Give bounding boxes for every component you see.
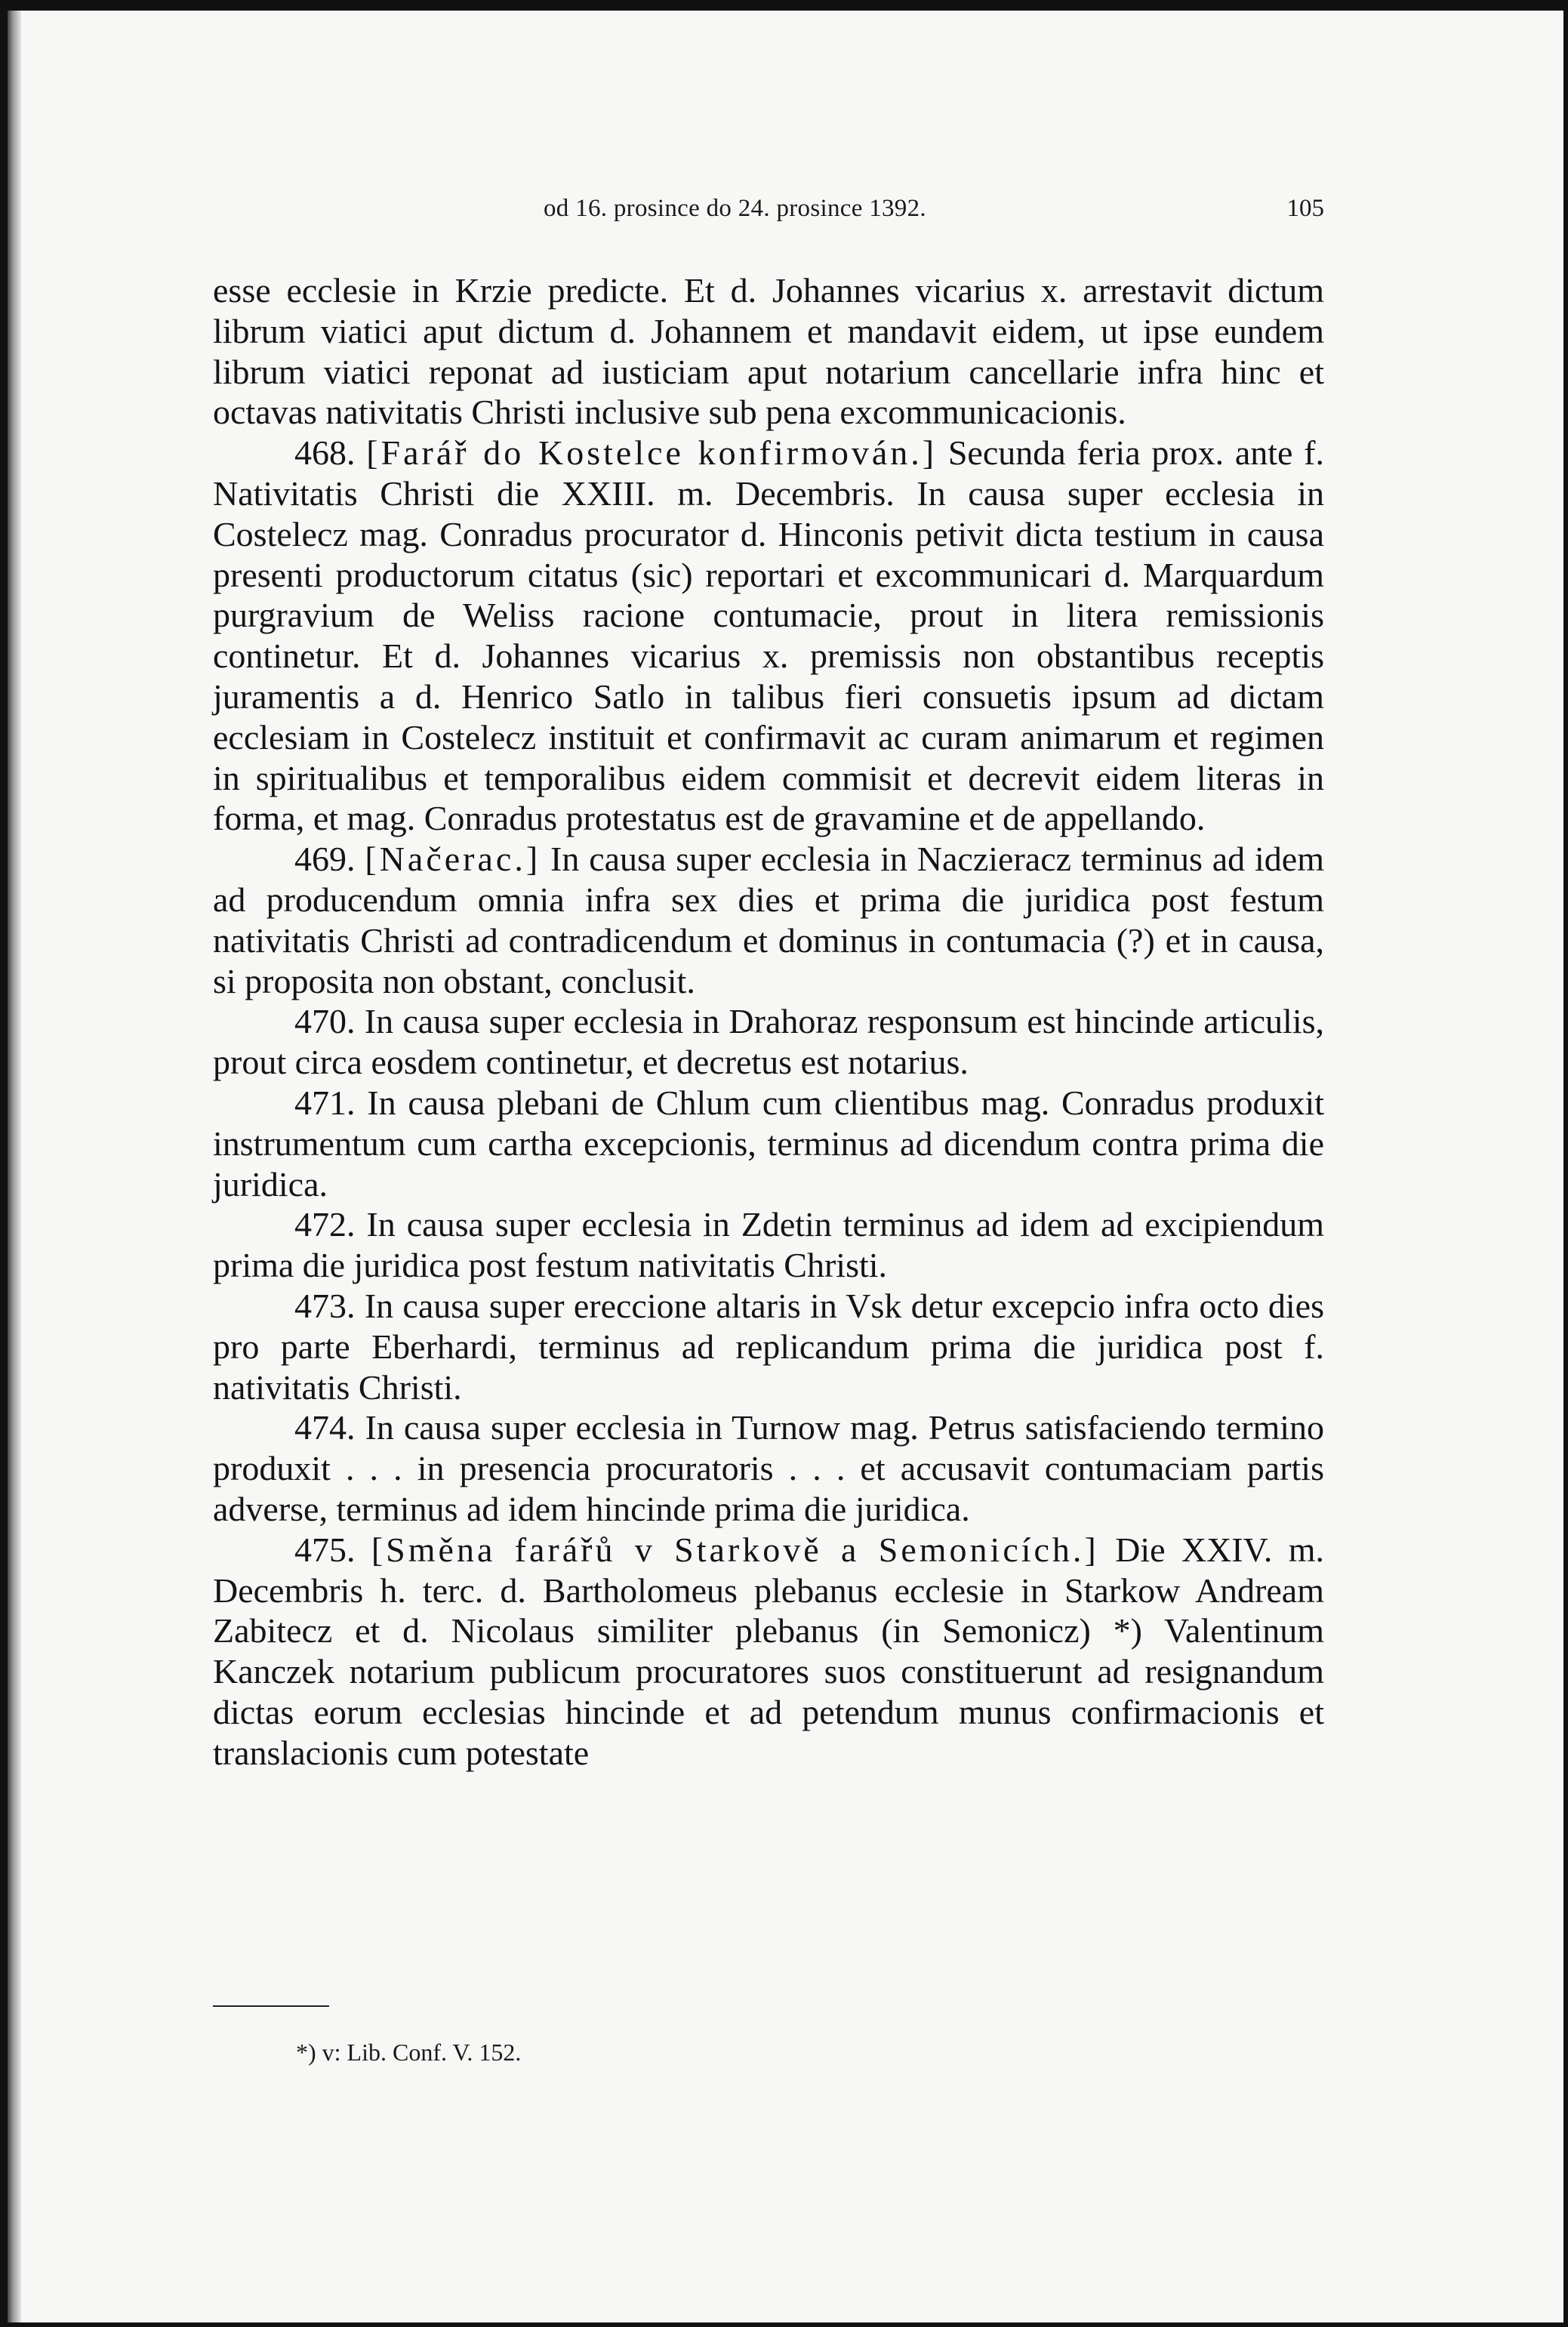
entry-heading: [Směna farářů v Starkově a Semonicích.] [371,1530,1099,1569]
paragraph-continuation [213,270,1324,433]
entry-475 [213,1530,1324,1774]
footnote: *) v: Lib. Conf. V. 152. [296,2039,522,2066]
entry-text: In causa super ereccione altaris in Vsk detur excepcio infra octo dies pro parte Eberhardi, terminus ad replicandum prima die juridica post f. nativitatis Christi. [213,1286,1324,1407]
entry-473 [213,1286,1324,1407]
entry-text: In causa plebani de Chlum cum clientibus mag. Conradus produxit instrumentum cum cartha excepcionis, terminus ad dicendum contra prima die juridica. [213,1083,1324,1204]
entry-471 [213,1083,1324,1204]
entry-text: In causa super ecclesia in Drahoraz responsum est hincinde articulis, prout circa eosdem continetur, et decretus est notarius. [213,1002,1325,1082]
entry-text: In causa super ecclesia in Zdetin terminus ad idem ad excipiendum prima die juridica post festum nativitatis Christi. [213,1205,1324,1285]
entry-heading: [Farář do Kostelce konfirmován.] [366,433,938,473]
entry-text: In causa super ecclesia in Naczieracz terminus ad idem ad producendum omnia infra sex dies et prima die juridica post festum nativitatis Christi ad contradicendum et dominus in contumacia (?) et in causa, si proposita non obstant, conclusit. [213,840,1325,1000]
entry-text: Secunda feria prox. ante f. Nativitatis Christi die XXIII. m. Decembris. In causa super ecclesia in Costelecz mag. Conradus procurator d. Hinconis petivit dicta testium in causa presenti productorum citatus (sic) reportari et excommunicari d. Marquardum purgravium de Weliss racione contumacie, prout in litera remissionis continetur. Et d. Johannes vicarius x. premissis non obstantibus receptis juramentis a d. Henrico Satlo in talibus fieri consuetis ipsum ad dictam ecclesiam in Costelecz instituit et confirmavit ac curam animarum et regimen in spiritualibus et temporalibus eidem commisit et decrevit eidem literas in forma, et mag. Conradus protestatus est de gravamine et de appellando. [213,433,1324,838]
entry-text: Die XXIV. m. Decembris h. terc. d. Bartholomeus plebanus ecclesie in Starkow Andream Zabitecz et d. Nicolaus similiter plebanus (in Semonicz) *) Valentinum Kanczek notarium publicum procuratores suos constituerunt ad resignandum dictas eorum ecclesias hincinde et ad petendum munus confirmacionis et translacionis cum potestate [213,1530,1325,1772]
entry-468 [213,433,1324,839]
entry-number: 470. [294,1002,356,1041]
entry-text: In causa super ecclesia in Turnow mag. Petrus satisfaciendo termino produxit . . . in presencia procuratoris . . . et accusavit contumaciam partis adverse, terminus ad idem hincinde prima die juridica. [213,1408,1324,1528]
page-number: 105 [1286,195,1324,222]
entry-number: 471. [294,1083,356,1122]
entry-number: 475. [294,1530,356,1569]
entry-number: 468. [294,433,356,473]
entry-number: 474. [294,1408,356,1447]
entry-469 [213,839,1324,1001]
body-text [213,270,1324,1773]
running-header [211,195,1332,233]
entry-number: 472. [294,1205,356,1244]
entry-number: 469. [294,840,356,879]
entry-474 [213,1407,1324,1529]
entry-472 [213,1204,1324,1286]
footnote-divider [213,2005,329,2007]
binding-edge [8,11,21,2322]
paragraph-text: esse ecclesie in Krzie predicte. Et d. Johannes vicarius x. arrestavit dictum librum viatici aput dictum d. Johannem et mandavit eidem, ut ipse eundem librum viatici reponat ad iusticiam aput notarium cancellarie infra hinc et octavas nativitatis Christi inclusive sub pena excommunicacionis. [213,271,1324,432]
entry-heading: [Načerac.] [365,840,541,879]
running-title: od 16. prosince do 24. prosince 1392. [544,195,926,222]
entry-number: 473. [294,1286,356,1325]
entry-470 [213,1001,1324,1083]
